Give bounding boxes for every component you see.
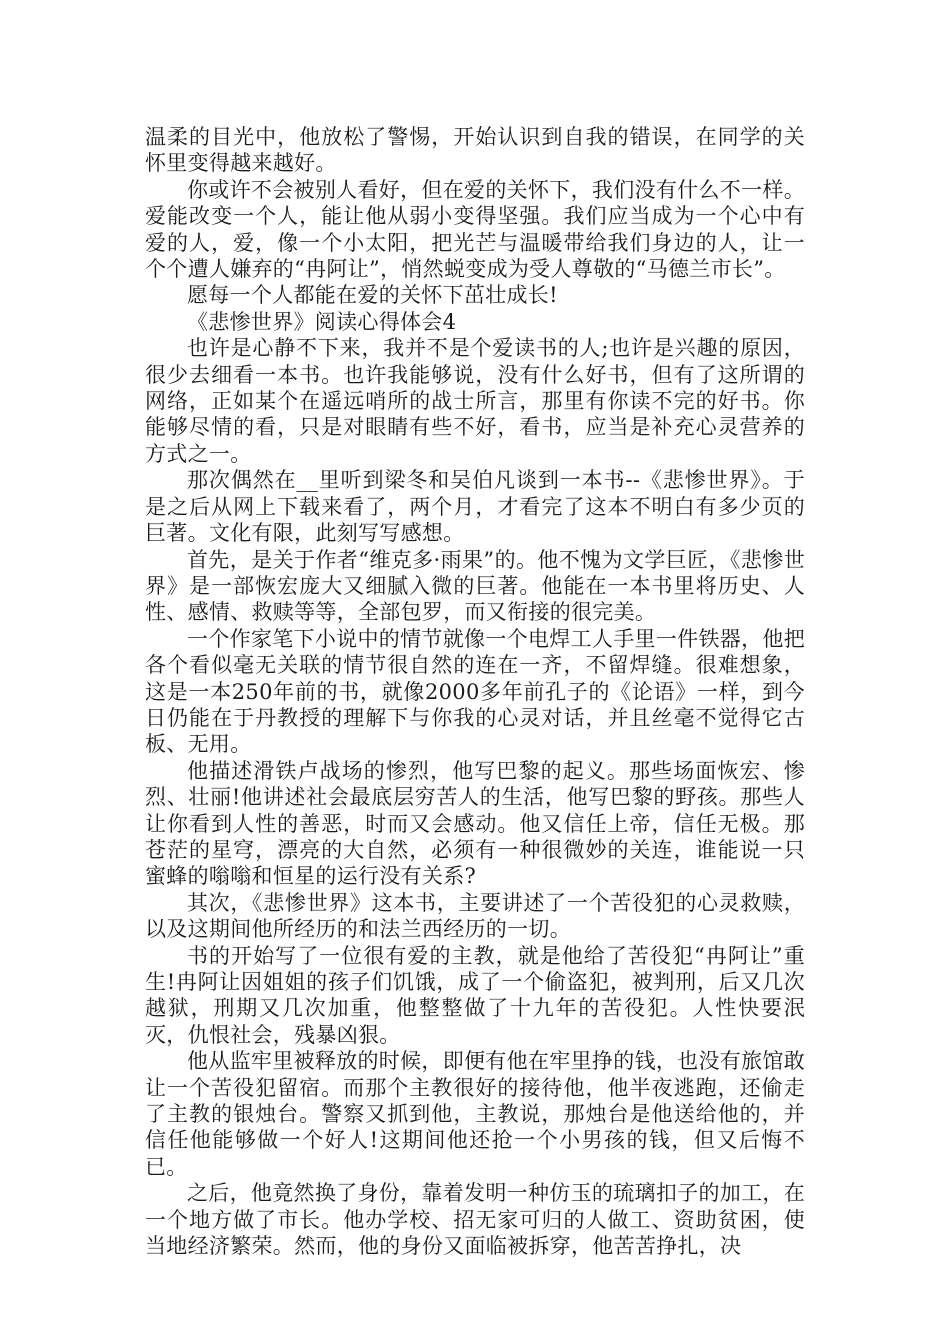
paragraph-11: 他从监牢里被释放的时候，即便有他在牢里挣的钱，也没有旅馆敢让一个苦役犯留宿。而那个主教很好的接待他，他半夜逃跑，还偷走了主教的银烛台。警察又抓到他，主教说，那烛台是他送给他的，并信任他能够做一个好人!这期间他还抢一个小男孩的钱，但又后悔不已。	[145, 1049, 805, 1179]
paragraph-9: 其次，《悲惨世界》这本书，主要讲述了一个苦役犯的心灵救赎，以及这期间他所经历的和法兰西经历的一切。	[145, 890, 805, 942]
paragraph-10: 书的开始写了一位很有爱的主教，就是他给了苦役犯“冉阿让”重生!冉阿让因姐姐的孩子们饥饿，成了一个偷盗犯，被判刑，后又几次越狱，刑期又几次加重，他整整做了十九年的苦役犯。人性快要泯灭，仇恨社会，残暴凶狠。	[145, 943, 805, 1047]
section-heading: 《悲惨世界》阅读心得体会4	[187, 309, 457, 334]
paragraph-5: 那次偶然在__里听到梁冬和吴伯凡谈到一本书--《悲惨世界》。于是之后从网上下载来看了，两个月，才看完了这本不明白有多少页的巨著。文化有限，此刻写写感想。	[145, 468, 805, 546]
paragraph-1: 温柔的目光中，他放松了警惕，开始认识到自我的错误，在同学的关怀里变得越来越好。	[145, 125, 805, 176]
document-body	[145, 124, 805, 1259]
paragraph-4: 也许是心静不下来，我并不是个爱读书的人;也许是兴趣的原因，很少去细看一本书。也许我能够说，没有什么好书，但有了这所谓的网络，正如某个在遥远哨所的战士所言，那里有你读不完的好书。你能够尽情的看，只是对眼睛有些不好，看书，应当是补充心灵营养的方式之一。	[145, 336, 805, 466]
paragraph-2: 你或许不会被别人看好，但在爱的关怀下，我们没有什么不一样。爱能改变一个人，能让他从弱小变得坚强。我们应当成为一个心中有爱的人，爱，像一个小太阳，把光芒与温暖带给我们身边的人，让一个个遭人嫌弃的“冉阿让”，悄然蜕变成为受人尊敬的“马德兰市长”。	[145, 177, 805, 282]
paragraph-8: 他描述滑铁卢战场的惨烈，他写巴黎的起义。那些场面恢宏、惨烈、壮丽!他讲述社会最底层穷苦人的生活，他写巴黎的野孩。那些人让你看到人性的善恶，时而又会感动。他又信任上帝，信任无极。那苍茫的星穹，漂亮的大自然，必须有一种很微妙的关连，谁能说一只蜜蜂的嗡嗡和恒星的运行没有关系?	[145, 758, 805, 889]
paragraph-3: 愿每一个人都能在爱的关怀下茁壮成长!	[187, 283, 558, 308]
paragraph-6: 首先，是关于作者“维克多·雨果”的。他不愧为文学巨匠，《悲惨世界》是一部恢宏庞大又细腻入微的巨著。他能在一本书里将历史、人性、感情、救赎等等，全部包罗，而又衔接的很完美。	[145, 547, 805, 625]
paragraph-12: 之后，他竟然换了身份，靠着发明一种仿玉的琉璃扣子的加工，在一个地方做了市长。他办学校、招无家可归的人做工、资助贫困，使当地经济繁荣。然而，他的身份又面临被拆穿，他苦苦挣扎，决	[145, 1181, 805, 1259]
paragraph-7: 一个作家笔下小说中的情节就像一个电焊工人手里一件铁器，他把各个看似毫无关联的情节很自然的连在一齐，不留焊缝。很难想象，这是一本250年前的书，就像2000多年前孔子的《论语》一样，到今日仍能在于丹教授的理解下与你我的心灵对话，并且丝毫不觉得它古板、无用。	[145, 626, 805, 757]
